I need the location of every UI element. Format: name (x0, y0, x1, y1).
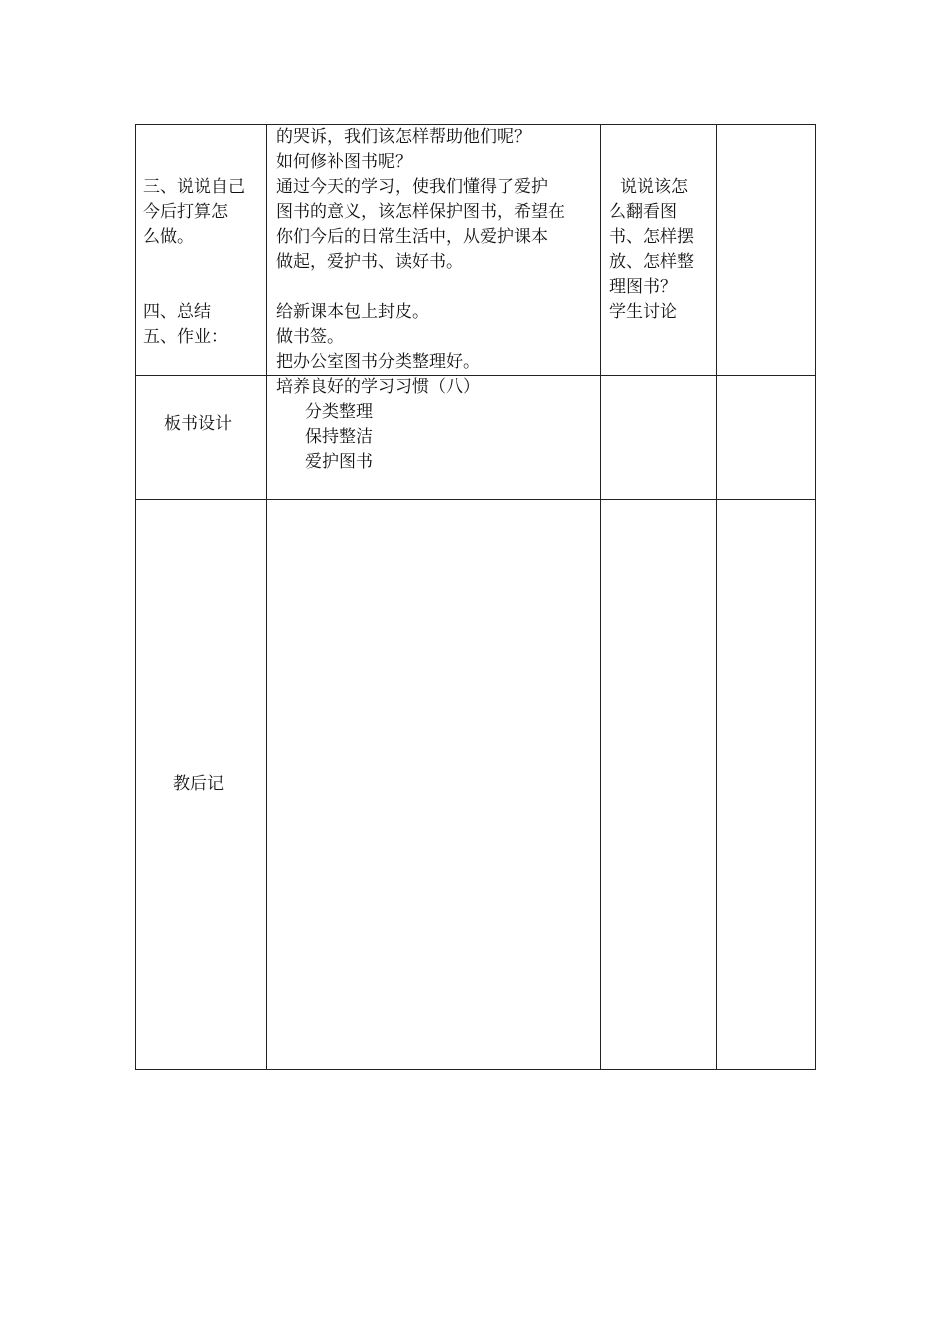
activity-line: 理图书？ (609, 277, 677, 297)
step-label-line: 五、作业： (143, 327, 228, 347)
blackboard-design-label: 板书设计 (164, 414, 232, 434)
table-border-bottom (135, 1069, 816, 1070)
lesson-plan-table (135, 124, 816, 1070)
column-divider-2 (600, 124, 601, 1070)
content-line: 图书的意义，该怎样保护图书，希望在 (276, 202, 565, 222)
content-line: 如何修补图书呢？ (276, 152, 412, 172)
post-lesson-notes-label: 教后记 (173, 774, 224, 794)
blackboard-design-content (276, 375, 480, 475)
content-line: 的哭诉，我们该怎样帮助他们呢？ (276, 127, 531, 147)
content-line: 做起，爱护书、读好书。 (276, 252, 463, 272)
activity-line: 么翻看图 (609, 202, 677, 222)
activity-line: 书、怎样摆 (609, 227, 694, 247)
content-line: 通过今天的学习，使我们懂得了爱护 (276, 177, 548, 197)
column-divider-1 (266, 124, 267, 1070)
row1-lesson-content (276, 125, 565, 375)
row1-student-activity (609, 175, 694, 325)
blackboard-title: 培养良好的学习习惯（八） (276, 377, 480, 397)
table-border-right (815, 124, 816, 1070)
content-line: 把办公室图书分类整理好。 (276, 352, 480, 372)
content-line: 你们今后的日常生活中，从爱护课本 (276, 227, 548, 247)
step-label-line: 今后打算怎 (143, 202, 228, 222)
content-line: 做书签。 (276, 327, 344, 347)
blackboard-item: 分类整理 (305, 402, 373, 422)
blackboard-item: 保持整洁 (305, 427, 373, 447)
table-border-left (135, 124, 136, 1070)
step-label-line: 三、说说自己 (143, 177, 245, 197)
row1-step-labels (143, 175, 245, 350)
activity-line: 放、怎样整 (609, 252, 694, 272)
activity-line: 说说该怎 (620, 177, 688, 197)
step-label-line: 四、总结 (143, 302, 211, 322)
activity-line: 学生讨论 (609, 302, 677, 322)
step-label-line: 么做。 (143, 227, 194, 247)
blackboard-item: 爱护图书 (305, 452, 373, 472)
row-divider-2 (135, 499, 816, 500)
content-line: 给新课本包上封皮。 (276, 302, 429, 322)
column-divider-3 (716, 124, 717, 1070)
